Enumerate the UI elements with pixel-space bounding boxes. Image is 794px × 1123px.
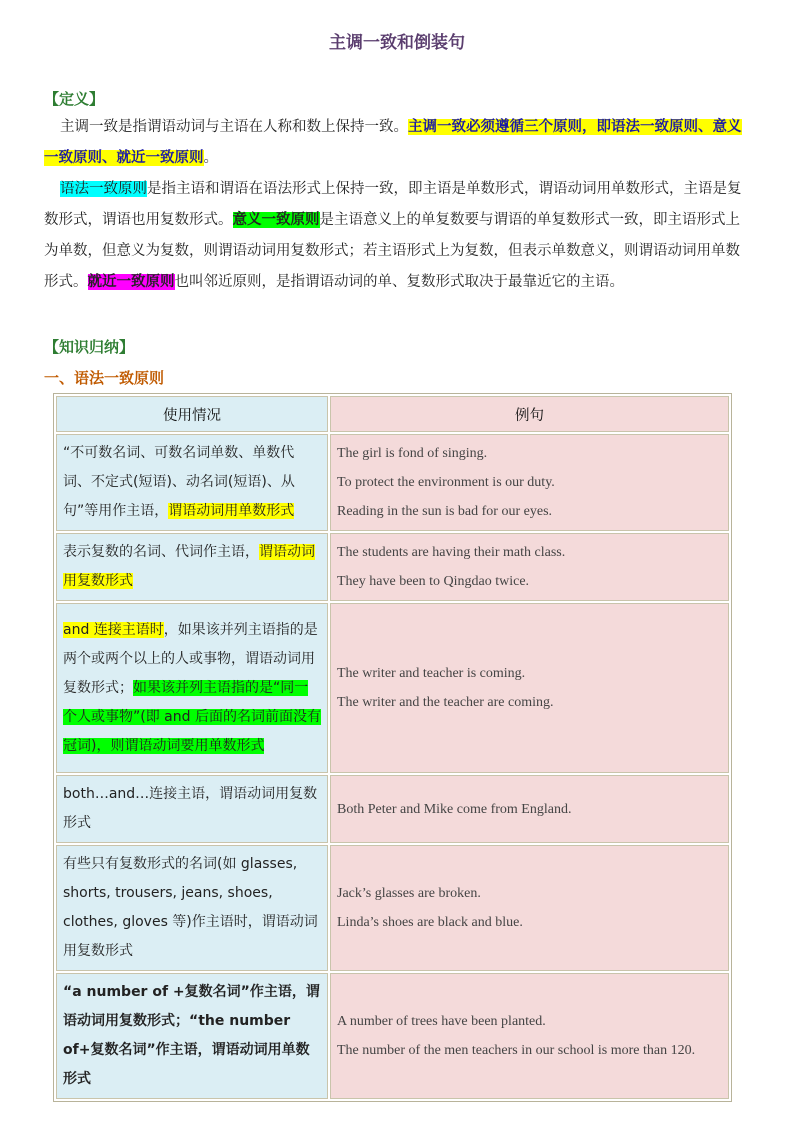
grammar-principle-term: 语法一致原则 [60, 181, 147, 197]
definition-tag: 【定义】 [44, 90, 105, 108]
example-sentence: The writer and the teacher are coming. [337, 695, 554, 710]
definition-paragraph-1 [44, 112, 750, 174]
example-cell [330, 845, 729, 971]
table-row [56, 603, 729, 773]
example-cell [330, 533, 729, 601]
meaning-principle-text: 是主语意义上的单复数要与谓语的单复数形式一致，即主语形式上为单数，但意义为复数，则谓语动词用复数形式；若主语形式上为复数，但表示单数意义，则谓语动词用单数形式。 [44, 212, 740, 290]
example-cell [330, 434, 729, 531]
section-heading-grammar: 一、语法一致原则 [44, 369, 165, 387]
rules-table [53, 393, 732, 1102]
table-row [56, 533, 729, 601]
def-highlight-principles: 主调一致必须遵循三个原则，即语法一致原则、意义一致原则、就近一致原则 [44, 119, 742, 166]
example-sentence: The girl is fond of singing. [337, 446, 488, 461]
example-sentence: To protect the environment is our duty. [337, 475, 555, 490]
example-sentence: A number of trees have been planted. [337, 1014, 546, 1029]
grammar-principle-text: 是指主语和谓语在语法形式上保持一致，即主语是单数形式，谓语动词用单数形式，主语是复数形式，谓语也用复数形式。 [44, 181, 742, 228]
usage-cell: and 连接主语时，如果该并列主语指的是两个或两个以上的人或事物，谓语动词用复数形式；如果该并列主语指的是“同一个人或事物”(即 and 后面的名词前面没有冠词)，则谓语动词要用单数形式 [56, 603, 328, 773]
column-header-usage: 使用情况 [56, 396, 328, 432]
example-sentence: Reading in the sun is bad for our eyes. [337, 504, 553, 519]
page-title: 主调一致和倒装句 [329, 33, 465, 53]
table-header-row [56, 396, 729, 432]
table-row [56, 845, 729, 971]
definition-paragraph-2 [44, 174, 750, 298]
example-sentence: The students are having their math class. [337, 545, 566, 560]
example-cell [330, 775, 729, 843]
example-cell [330, 603, 729, 773]
def-text: 主调一致是指谓语动词与主语在人称和数上保持一致。 [60, 119, 408, 135]
meaning-principle-term: 意义一致原则 [232, 212, 320, 228]
example-sentence: They have been to Qingdao twice. [337, 574, 530, 589]
usage-cell: “a number of +复数名词”作主语，谓语动词用复数形式；“the number of+复数名词”作主语，谓语动词用单数形式 [56, 973, 328, 1099]
table-row [56, 775, 729, 843]
usage-cell: 表示复数的名词、代词作主语，谓语动词用复数形式 [56, 533, 328, 601]
example-sentence: Jack’s glasses are broken. [337, 886, 481, 901]
example-sentence: Linda’s shoes are black and blue. [337, 915, 523, 930]
example-cell [330, 973, 729, 1099]
def-end: 。 [203, 150, 218, 166]
example-sentence: The writer and teacher is coming. [337, 666, 526, 681]
proximity-principle-text: 也叫邻近原则，是指谓语动词的单、复数形式取决于最靠近它的主语。 [174, 274, 624, 290]
summary-tag: 【知识归纳】 [44, 338, 135, 356]
usage-cell: 有些只有复数形式的名词(如 glasses, shorts, trousers, jeans, shoes, clothes, gloves 等)作主语时，谓语动词用复数形式 [56, 845, 328, 971]
example-sentence: The number of the men teachers in our school is more than 120. [337, 1043, 696, 1058]
usage-cell: both…and…连接主语，谓语动词用复数形式 [56, 775, 328, 843]
column-header-examples: 例句 [330, 396, 729, 432]
proximity-principle-term: 就近一致原则 [87, 274, 175, 290]
example-sentence: Both Peter and Mike come from England. [337, 801, 572, 817]
usage-cell: “不可数名词、可数名词单数、单数代词、不定式(短语)、动名词(短语)、从句”等用作主语，谓语动词用单数形式 [56, 434, 328, 531]
table-row [56, 973, 729, 1099]
table-row [56, 434, 729, 531]
